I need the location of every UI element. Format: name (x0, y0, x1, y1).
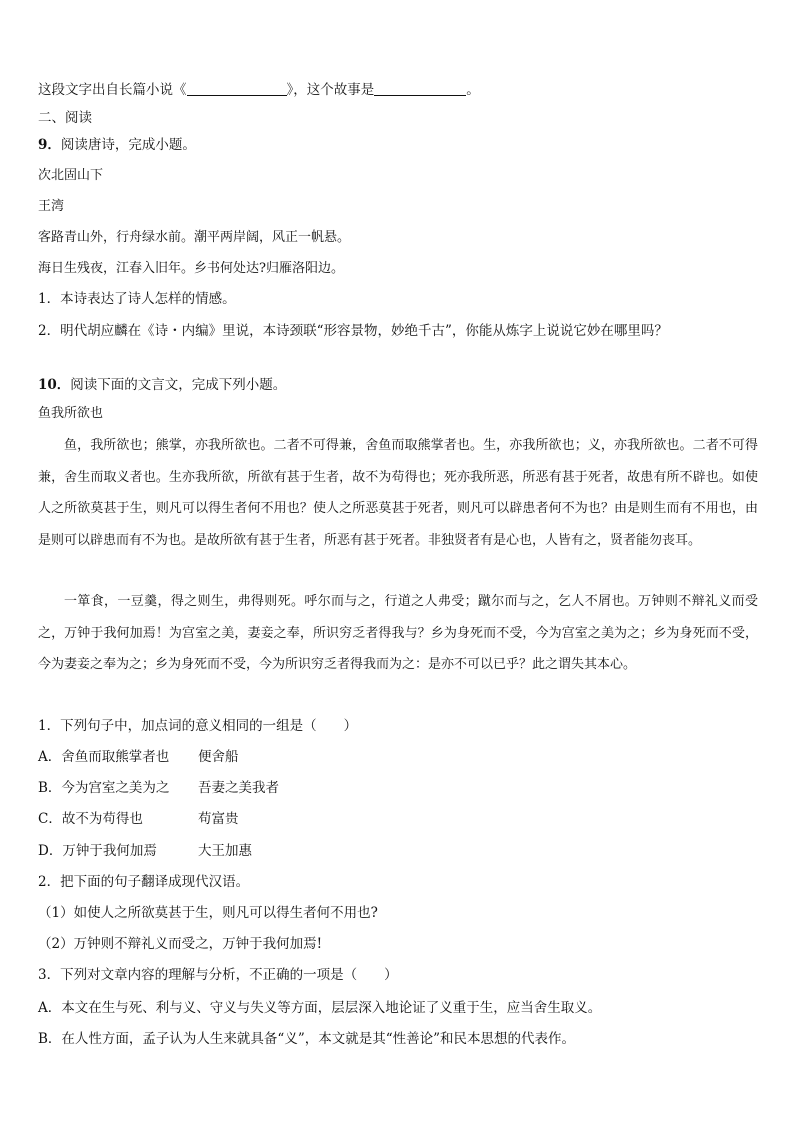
question-9-number: 9． (38, 137, 61, 153)
option-a-left: A．舍鱼而取熊掌者也 (38, 749, 170, 765)
question-10-prompt: 阅读下面的文言文，完成下列小题。 (70, 377, 287, 393)
classical-paragraph-2: 一箪食，一豆羹，得之则生，弗得则死。呼尔而与之，行道之人弗受；蹴尔而与之，乞人不屑也。万钟则不辩礼义而受之，万钟于我何加焉！为宫室之美，妻妾之奉，所识穷乏者得我与？乡为身死而不受，今为宫室之美为之；乡为身死而不受，今为妻妾之奉为之；乡为身死而不受，今为所识穷乏者得我而为之：是亦不可以已乎？此之谓失其本心。 (38, 594, 758, 672)
option-c-left: C．故不为苟得也 (38, 811, 143, 827)
poem-line-1: 客路青山外，行舟绿水前。潮平两岸阔，风正一帆悬。 (38, 230, 351, 245)
section-heading: 二、阅读 (38, 110, 92, 126)
question-9-prompt: 阅读唐诗，完成小题。 (60, 137, 196, 153)
option-a-right: 便舍船 (198, 749, 239, 765)
option-c-right: 苟富贵 (198, 811, 239, 827)
question-9-sub-2: 2．明代胡应麟在《诗・内编》里说，本诗颈联“形容景物，妙绝千古”，你能从炼字上说说它妙在哪里吗？ (38, 323, 668, 339)
story-blank[interactable] (374, 81, 466, 96)
poem-line-2: 海日生残夜，江春入旧年。乡书何处达?归雁洛阳边。 (38, 261, 344, 276)
choice-a[interactable]: A．本文在生与死、利与义、守义与失义等方面，层层深入地论证了义重于生，应当舍生取义。 (38, 1000, 602, 1016)
option-b-left: B．今为宫室之美为之 (38, 780, 170, 796)
intro-end: 。 (466, 82, 480, 98)
translation-item-2: （2）万钟则不辩礼义而受之，万钟于我何加焉! (38, 936, 323, 952)
classical-paragraph-1: 鱼，我所欲也；熊掌，亦我所欲也。二者不可得兼，舍鱼而取熊掌者也。生，亦我所欲也；义，亦我所欲也。二者不可得兼，舍生而取义者也。生亦我所欲，所欲有甚于生者，故不为苟得也；死亦我所恶，所恶有甚于死者，故患有所不辟也。如使人之所欲莫甚于生，则凡可以得生者何不用也？使人之所恶莫甚于死者，则凡可以辟患者何不为也？由是则生而有不用也，由是则可以辟患而有不为也。是故所欲有甚于生者，所恶有甚于死者。非独贤者有是心也，人皆有之，贤者能勿丧耳。 (38, 438, 758, 548)
question-9-heading (38, 136, 758, 154)
question-10-sub-1: 1．下列句子中，加点词的意义相同的一组是（ ） (38, 718, 358, 734)
fill-in-line (38, 81, 758, 99)
intro-middle: 》，这个故事是 (286, 82, 375, 98)
question-10-heading (38, 376, 758, 394)
poem-author: 王湾 (38, 199, 65, 214)
question-9-sub-1: 1．本诗表达了诗人怎样的情感。 (38, 291, 236, 307)
option-b[interactable] (38, 779, 758, 797)
choice-b[interactable]: B．在人性方面，孟子认为人生来就具备“义”，本文就是其“性善论”和民本思想的代表作。 (38, 1031, 576, 1047)
novel-title-blank[interactable] (187, 81, 287, 96)
option-d-left: D．万钟于我何加焉 (38, 843, 157, 859)
option-a[interactable] (38, 748, 758, 766)
option-b-right: 吾妻之美我者 (198, 780, 279, 796)
intro-before: 这段文字出自长篇小说《 (38, 82, 187, 98)
option-d-right: 大王加惠 (198, 843, 252, 859)
translation-item-1: （1）如使人之所欲莫甚于生，则凡可以得生者何不用也? (38, 905, 378, 921)
classical-text-title: 鱼我所欲也 (38, 406, 104, 421)
question-10-sub-3: 3．下列对文章内容的理解与分析，不正确的一项是（ ） (38, 967, 398, 983)
option-c[interactable] (38, 810, 758, 828)
option-d[interactable] (38, 842, 758, 860)
poem-title: 次北固山下 (38, 168, 104, 183)
question-10-number: 10． (38, 377, 71, 393)
question-10-sub-2: 2．把下面的句子翻译成现代汉语。 (38, 874, 250, 890)
